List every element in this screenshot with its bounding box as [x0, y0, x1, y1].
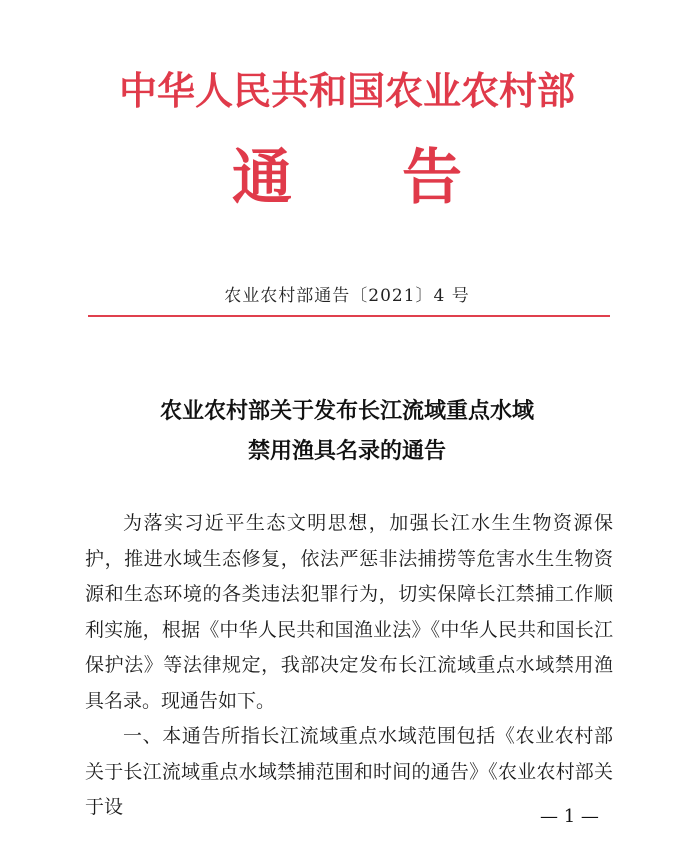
notice-char-gao: 告 [402, 143, 462, 213]
red-divider-line [88, 315, 610, 317]
document-title-line-1: 农业农村部关于发布长江流域重点水域 [159, 399, 534, 424]
document-title-line-2: 禁用渔具名录的通告 [247, 439, 446, 464]
notice-heading [0, 140, 694, 216]
body-paragraph: 为落实习近平生态文明思想，加强长江水生生物资源保护，推进水域生态修复，依法严惩非法捕捞等危害水生生物资源和生态环境的各类违法犯罪行为，切实保障长江禁捕工作顺利实施，根据《中华人民共和国渔业法》《中华人民共和国长江保护法》等法律规定，我部决定发布长江流域重点水域禁用渔具名录。现通告如下。 [85, 512, 613, 712]
document-body [85, 506, 613, 826]
document-title [0, 392, 694, 472]
document-number: 农业农村部通告〔2021〕4 号 [224, 286, 470, 306]
page-number: — 1 — [540, 806, 599, 827]
notice-char-tong: 通 [232, 143, 292, 213]
issuer-heading: 中华人民共和国农业农村部 [118, 69, 575, 113]
body-paragraph: 一、本通告所指长江流域重点水域范围包括《农业农村部关于长江流域重点水域禁捕范围和时间的通告》《农业农村部关于设 [85, 725, 613, 818]
